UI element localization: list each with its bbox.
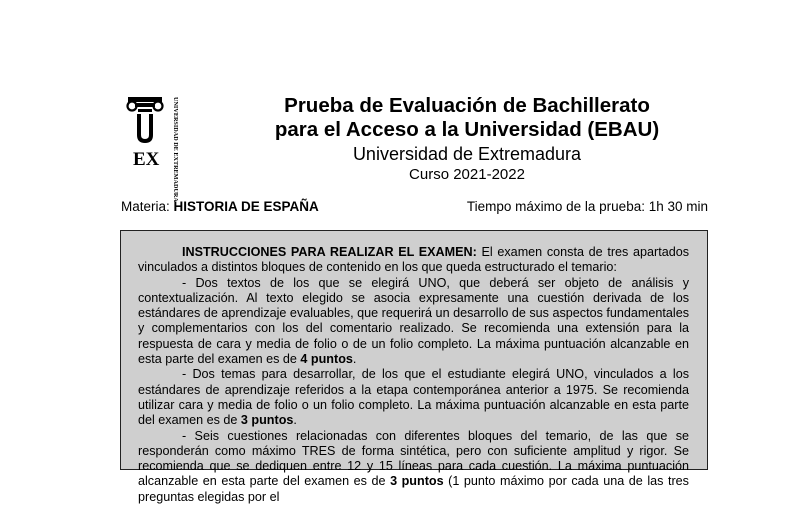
- logo-vertical-text: UNIVERSIDAD DE EXTREMADURA: [172, 97, 179, 202]
- part-1-text: - Dos textos de los que se elegirá UNO, que deberá ser objeto de análisis y contextualización. Al texto elegido se asocia expresamente una cuestión derivada de los estándares de aprendizaje evaluables, que requerirá un desarrollo de sus aspectos fundamentales y complementarios con los del comentario realizado. Se recomienda una extensión para la respuesta de cara y media de folio o de un folio completo. La máxima puntuación alcanzable en esta parte del examen es de: [138, 275, 689, 367]
- instructions-part-2: [138, 367, 689, 428]
- subject-value: HISTORIA DE ESPAÑA: [173, 199, 319, 214]
- instructions-part-1: [138, 276, 689, 368]
- time-limit: Tiempo máximo de la prueba: 1h 30 min: [466, 199, 708, 214]
- part-1-points: 4 puntos: [300, 352, 353, 367]
- instructions-box: [120, 230, 708, 504]
- course-year: Curso 2021-2022: [409, 166, 525, 183]
- instructions-intro: [138, 245, 689, 276]
- part-2-text: - Dos temas para desarrollar, de los que el estudiante elegirá UNO, vinculados a los estándares de aprendizaje referidos a la etapa contemporánea anterior a 1975. Se recomienda utilizar cara y media de folio o un folio completo. La máxima puntuación alcanzable en esta parte del examen es de: [138, 367, 689, 428]
- university-logo: [126, 95, 186, 202]
- instructions-intro-text: El examen consta de tres apartados vinculados a distintos bloques de contenido en los que queda estructurado el temario:: [138, 245, 690, 275]
- logo-letters: EX: [133, 149, 160, 170]
- part-1-end: .: [352, 352, 357, 367]
- part-2-points: 3 puntos: [240, 413, 294, 428]
- part-3-end: (1 punto máximo por cada una de las tres preguntas elegidas por el: [138, 474, 689, 504]
- subject-line: [121, 198, 319, 216]
- title-line-1: Prueba de Evaluación de Bachillerato: [284, 94, 650, 117]
- part-2-end: .: [293, 413, 297, 428]
- part-3-points: 3 puntos: [390, 474, 444, 489]
- university-name: Universidad de Extremadura: [352, 144, 582, 164]
- title-line-2: para el Acceso a la Universidad (EBAU): [274, 118, 660, 141]
- instructions-heading: INSTRUCCIONES PARA REALIZAR EL EXAMEN:: [182, 245, 477, 259]
- exam-header: [232, 94, 702, 184]
- subject-label: Materia:: [121, 199, 174, 214]
- part-3-text: - Seis cuestiones relacionadas con diferentes bloques del temario, de las que se responderán como máximo TRES de forma sintética, pero con suficiente amplitud y rigor. Se recomienda que se dediquen entre 12 y 15 líneas para cada cuestión. La máxima puntuación alcanzable en esta parte del examen es de: [138, 428, 689, 489]
- column-emblem-icon: [126, 95, 186, 202]
- instructions-part-3: [138, 429, 689, 505]
